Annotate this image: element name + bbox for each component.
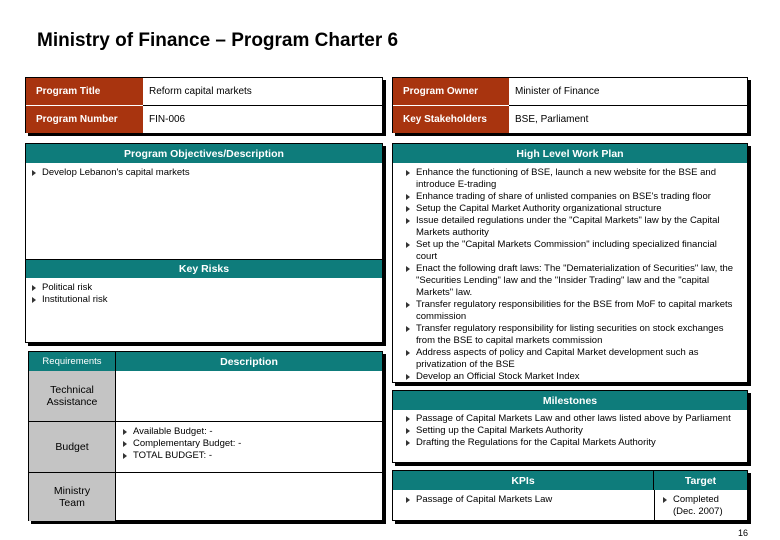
kpis-heading: KPIs xyxy=(393,471,654,490)
work-plan-item: Enhance the functioning of BSE, launch a new website for the BSE and introduce E-trading xyxy=(405,167,739,191)
ministry-team-description xyxy=(116,473,382,521)
work-plan-item: Issue detailed regulations under the "Capital Markets" law by the Capital Markets authority xyxy=(405,215,739,239)
work-plan-panel xyxy=(392,143,748,383)
requirement-budget: Budget xyxy=(29,422,116,473)
work-plan-item: Transfer regulatory responsibilities for the BSE from MoF to capital markets commission xyxy=(405,299,739,323)
risk-item: Political risk xyxy=(31,282,377,294)
program-number-value: FIN-006 xyxy=(143,106,382,133)
work-plan-item: Set up the "Capital Markets Commission" including specialized financial court xyxy=(405,239,739,263)
work-plan-item: Transfer regulatory responsibility for listing securities on stock exchanges from the BSE to capital markets commission xyxy=(405,323,739,347)
requirements-table xyxy=(28,351,383,521)
page-title: Ministry of Finance – Program Charter 6 xyxy=(37,30,399,51)
milestone-item: Drafting the Regulations for the Capital Markets Authority xyxy=(405,437,739,449)
page-number: 16 xyxy=(738,528,749,538)
requirement-technical-assistance: Technical Assistance xyxy=(29,371,116,422)
requirements-column-header: Requirements xyxy=(29,352,116,371)
milestones-panel xyxy=(392,390,748,463)
kpi-table xyxy=(392,470,748,521)
milestones-list xyxy=(405,413,739,449)
work-plan-item: Address aspects of policy and Capital Market development such as privatization of the BSE xyxy=(405,347,739,371)
budget-item: Available Budget: - xyxy=(122,426,382,438)
target-list xyxy=(662,494,740,518)
budget-list xyxy=(122,426,382,462)
risk-item: Institutional risk xyxy=(31,294,377,306)
work-plan-item: Enact the following draft laws: The "Dematerialization of Securities" law, the "Securities Lending" law and the "Insider Trading" law and the "capital Markets" law. xyxy=(405,263,739,299)
target-item: Completed (Dec. 2007) xyxy=(662,494,740,518)
program-owner-value: Minister of Finance xyxy=(509,78,747,106)
work-plan-heading: High Level Work Plan xyxy=(393,144,747,163)
milestone-item: Setting up the Capital Markets Authority xyxy=(405,425,739,437)
technical-assistance-description xyxy=(116,371,382,422)
target-heading: Target xyxy=(654,471,747,490)
milestone-item: Passage of Capital Markets Law and other laws listed above by Parliament xyxy=(405,413,739,425)
kpi-item: Passage of Capital Markets Law xyxy=(405,494,645,506)
budget-item: Complementary Budget: - xyxy=(122,438,382,450)
budget-item: TOTAL BUDGET: - xyxy=(122,450,382,462)
objective-item: Develop Lebanon's capital markets xyxy=(31,167,377,179)
risks-list xyxy=(31,282,377,306)
owner-info-table xyxy=(392,77,748,133)
program-title-value: Reform capital markets xyxy=(143,78,382,106)
kpi-list xyxy=(405,494,645,506)
work-plan-item: Enhance trading of share of unlisted companies on BSE's trading floor xyxy=(405,191,739,203)
program-number-label: Program Number xyxy=(26,106,143,133)
key-risks-heading: Key Risks xyxy=(26,259,382,278)
budget-description xyxy=(116,422,382,473)
column-divider xyxy=(654,490,655,520)
program-owner-label: Program Owner xyxy=(393,78,509,106)
objectives-risks-panel xyxy=(25,143,383,343)
key-stakeholders-label: Key Stakeholders xyxy=(393,106,509,133)
program-info-table xyxy=(25,77,383,133)
description-column-header: Description xyxy=(116,352,382,371)
objectives-list xyxy=(31,167,377,179)
milestones-heading: Milestones xyxy=(393,391,747,410)
work-plan-item: Setup the Capital Market Authority organizational structure xyxy=(405,203,739,215)
requirement-ministry-team: Ministry Team xyxy=(29,473,116,521)
work-plan-item: Develop an Official Stock Market Index xyxy=(405,371,739,383)
objectives-heading: Program Objectives/Description xyxy=(26,144,382,163)
program-title-label: Program Title xyxy=(26,78,143,106)
work-plan-list xyxy=(405,167,739,383)
key-stakeholders-value: BSE, Parliament xyxy=(509,106,747,133)
